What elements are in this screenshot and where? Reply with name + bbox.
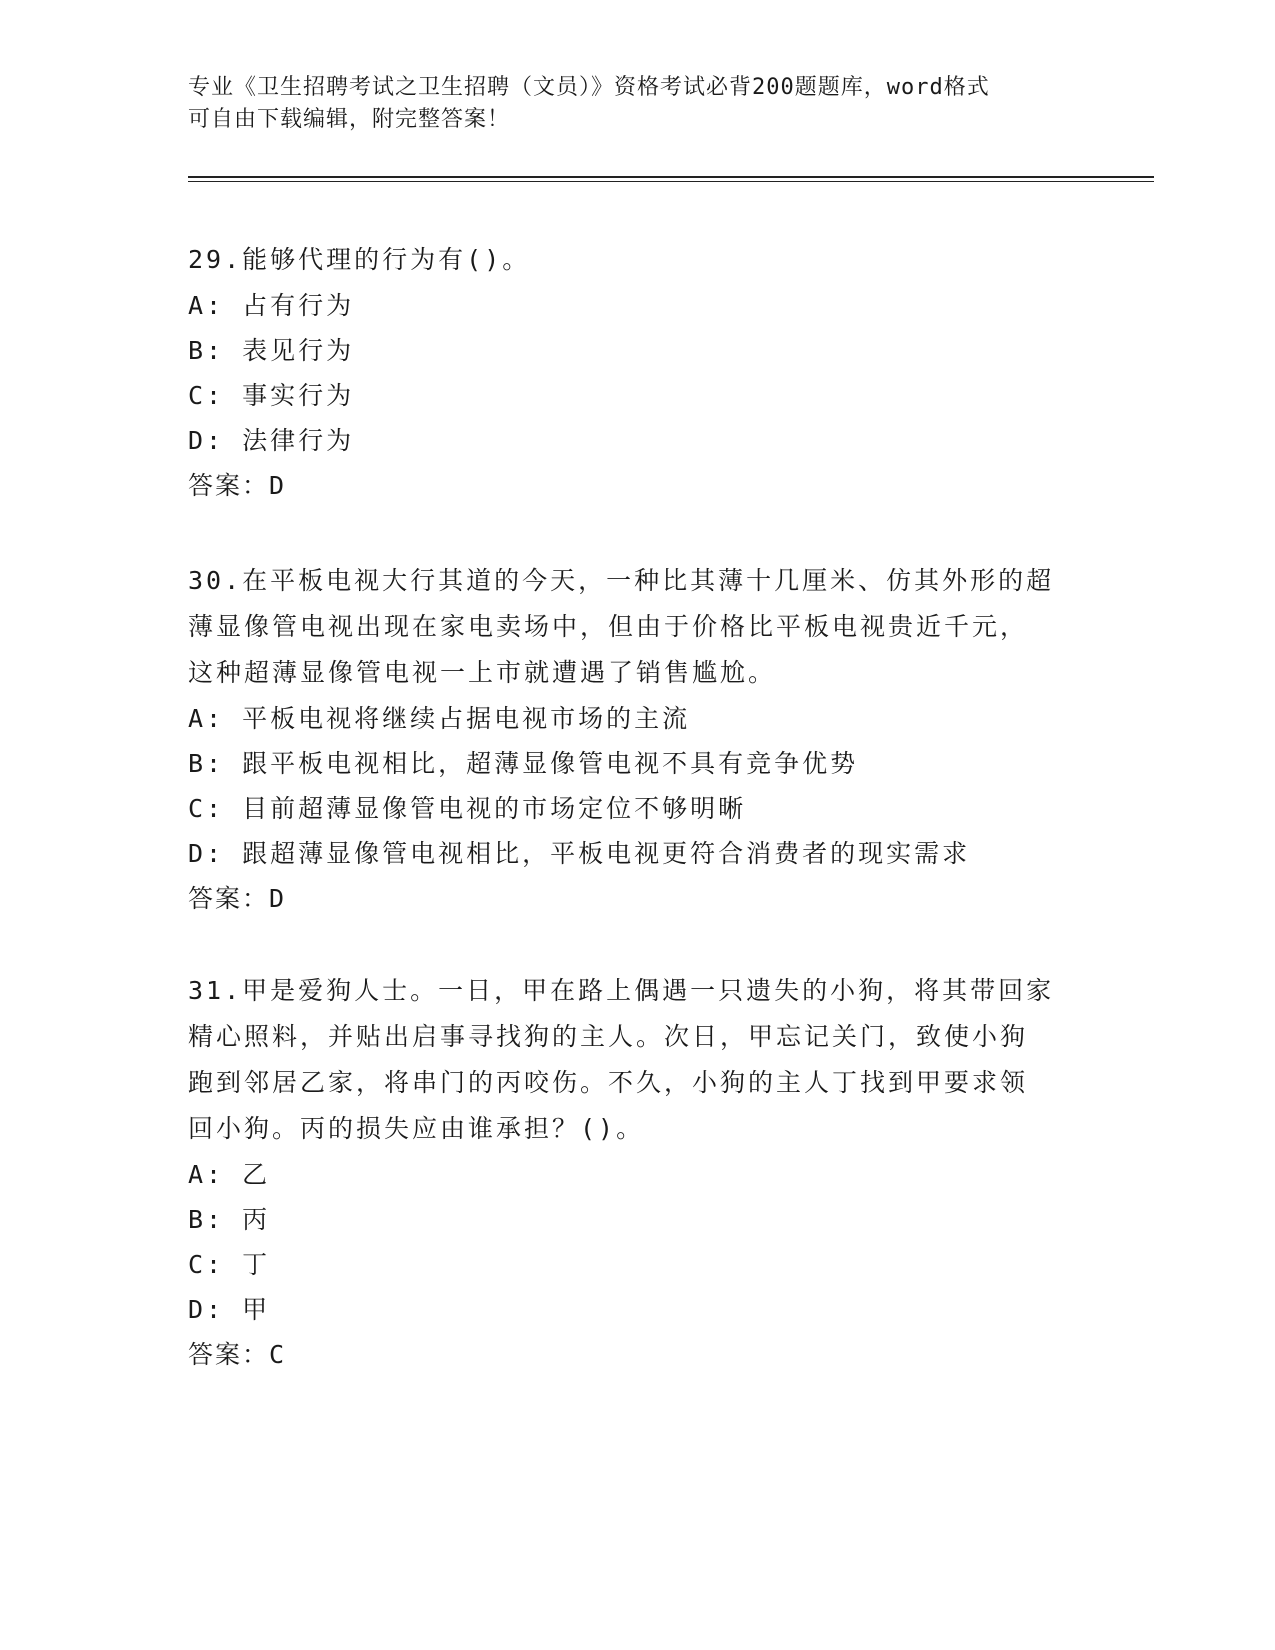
question-stem: 精心照料，并贴出启事寻找狗的主人。次日，甲忘记关门，致使小狗: [188, 1022, 1029, 1051]
question-30: [188, 558, 1078, 921]
question-stem: 30.在平板电视大行其道的今天，一种比其薄十几厘米、仿其外形的超: [188, 566, 1055, 595]
question-stem: 这种超薄显像管电视一上市就遭遇了销售尴尬。: [188, 658, 777, 687]
header-line: 专业《卫生招聘考试之卫生招聘（文员）》资格考试必背200题题库，word格式: [188, 75, 990, 100]
option-c: C: 丁: [188, 1250, 271, 1279]
option-d: D: 跟超薄显像管电视相比，平板电视更符合消费者的现实需求: [188, 839, 971, 868]
document-header: [188, 72, 1088, 136]
question-stem: 薄显像管电视出现在家电卖场中，但由于价格比平板电视贵近千元，: [188, 612, 1029, 641]
option-d: D: 法律行为: [188, 426, 355, 455]
question-stem: 跑到邻居乙家，将串门的丙咬伤。不久，小狗的主人丁找到甲要求领: [188, 1068, 1029, 1097]
option-b: B: 丙: [188, 1205, 271, 1234]
option-a: A: 乙: [188, 1160, 271, 1189]
answer: 答案：D: [188, 471, 287, 500]
answer: 答案：D: [188, 884, 287, 913]
question-stem: 29.能够代理的行为有()。: [188, 245, 531, 274]
header-divider: [188, 176, 1154, 178]
question-31: [188, 968, 1078, 1377]
option-a: A: 占有行为: [188, 291, 355, 320]
option-c: C: 目前超薄显像管电视的市场定位不够明晰: [188, 794, 747, 823]
question-29: [188, 237, 1078, 508]
option-b: B: 表见行为: [188, 336, 355, 365]
header-line: 可自由下载编辑，附完整答案！: [188, 107, 511, 132]
option-c: C: 事实行为: [188, 381, 355, 410]
question-stem: 回小狗。丙的损失应由谁承担？()。: [188, 1114, 645, 1143]
option-b: B: 跟平板电视相比，超薄显像管电视不具有竞争优势: [188, 749, 859, 778]
option-d: D: 甲: [188, 1295, 271, 1324]
question-stem: 31.甲是爱狗人士。一日，甲在路上偶遇一只遗失的小狗，将其带回家: [188, 976, 1055, 1005]
header-divider-thin: [188, 181, 1154, 182]
option-a: A: 平板电视将继续占据电视市场的主流: [188, 704, 691, 733]
answer: 答案：C: [188, 1340, 287, 1369]
